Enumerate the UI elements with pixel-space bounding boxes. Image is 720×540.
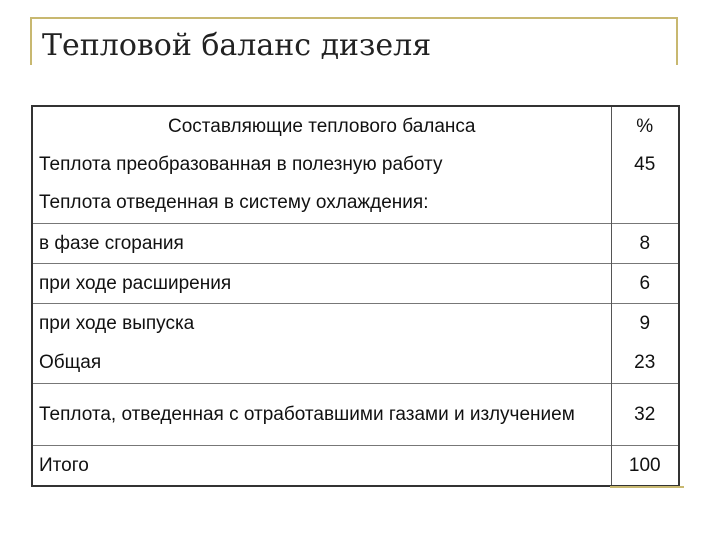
- title-frame-right-line: [676, 17, 678, 65]
- row-label: Теплота отведенная в систему охлаждения:: [39, 192, 429, 214]
- table-row: [33, 145, 678, 183]
- table-row: [33, 343, 678, 383]
- row-value: 9: [611, 303, 678, 343]
- table-row: [33, 183, 678, 223]
- title-frame-left-line: [30, 17, 32, 65]
- row-value: 45: [611, 145, 678, 183]
- row-label: при ходе выпуска: [33, 303, 611, 343]
- row-value: 6: [611, 263, 678, 303]
- title-frame-top-line: [30, 17, 678, 19]
- table-row: [33, 263, 678, 303]
- slide-title: Тепловой баланс дизеля: [42, 28, 432, 63]
- row-label: Общая: [39, 352, 102, 374]
- row-value: 32: [611, 383, 678, 445]
- table-row: [33, 383, 678, 445]
- row-label: при ходе расширения: [33, 263, 611, 303]
- header-component: Составляющие теплового баланса: [168, 115, 476, 137]
- row-value: 8: [611, 223, 678, 263]
- header-percent: %: [611, 107, 678, 145]
- row-label: в фазе сгорания: [33, 223, 611, 263]
- row-label: Теплота преобразованная в полезную работу: [39, 153, 443, 175]
- table-row: [33, 303, 678, 343]
- row-label: Итого: [33, 445, 611, 485]
- row-value: [611, 183, 678, 223]
- table-row: [33, 445, 678, 485]
- heat-balance-table-frame: [31, 105, 680, 487]
- row-value: 100: [611, 445, 678, 485]
- table-row: [33, 223, 678, 263]
- row-label: Теплота, отведенная с отработавшими газами и излучением: [33, 383, 611, 445]
- bottom-accent-line: [610, 486, 684, 488]
- table-header-row: [33, 107, 678, 145]
- row-value: 23: [611, 343, 678, 383]
- heat-balance-table: [33, 107, 678, 485]
